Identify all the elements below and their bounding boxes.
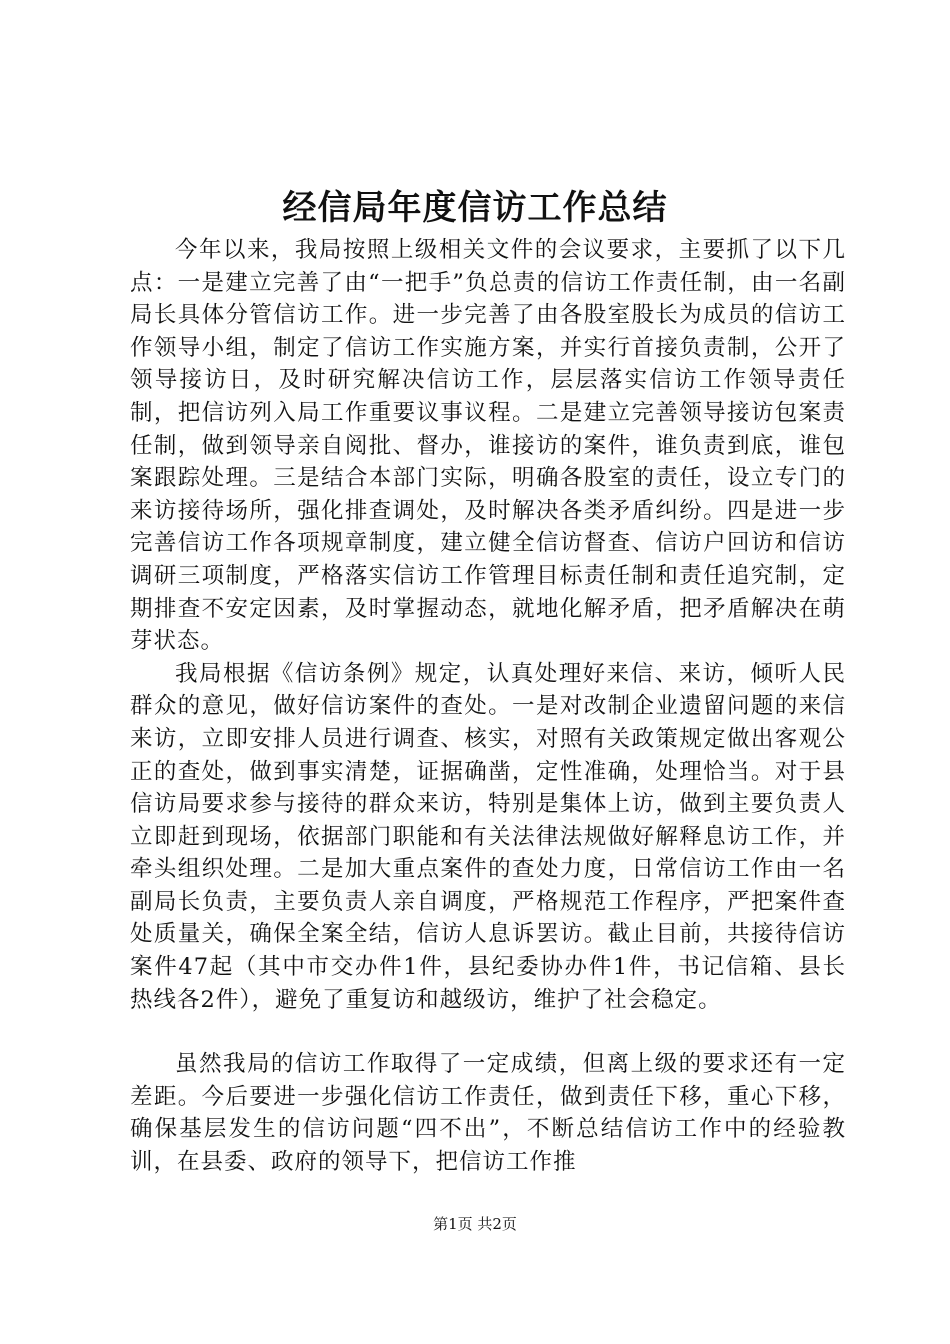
paragraph-2: 我局根据《信访条例》规定，认真处理好来信、来访，倾听人民群众的意见，做好信访案件的查处。一是对改制企业遗留问题的来信来访，立即安排人员进行调查、核实，对照有关政策规定做出客观公正的查处，做到事实清楚，证据确凿，定性准确，处理恰当。对于县信访局要求参与接待的群众来访，特别是集体上访，做到主要负责人立即赶到现场，依据部门职能和有关法律法规做好解释息访工作，并牵头组织处理。二是加大重点案件的查处力度，日常信访工作由一名副局长负责，主要负责人亲自调度，严格规范工作程序，严把案件查处质量关，确保全案全结，信访人息诉罢访。截止目前，共接待信访案件47起（其中市交办件1件，县纪委协办件1件，书记信箱、县长热线各2件），避免了重复访和越级访，维护了社会稳定。 [130, 660, 846, 1013]
paragraph-1: 今年以来，我局按照上级相关文件的会议要求，主要抓了以下几点：一是建立完善了由“一把手”负总责的信访工作责任制，由一名副局长具体分管信访工作。进一步完善了由各股室股长为成员的信访工作领导小组，制定了信访工作实施方案，并实行首接负责制，公开了领导接访日，及时研究解决信访工作，层层落实信访工作领导责任制，把信访列入局工作重要议事议程。二是建立完善领导接访包案责任制，做到领导亲自阅批、督办，谁接访的案件，谁负责到底，谁包案跟踪处理。三是结合本部门实际，明确各股室的责任，设立专门的来访接待场所，强化排查调处，及时解决各类矛盾纠纷。四是进一步完善信访工作各项规章制度，建立健全信访督查、信访户回访和信访调研三项制度，严格落实信访工作管理目标责任制和责任追究制，定期排查不安定因素，及时掌握动态，就地化解矛盾，把矛盾解决在萌芽状态。 [130, 237, 846, 655]
page-number: 第1页 共2页 [433, 1215, 517, 1233]
paragraph-3: 虽然我局的信访工作取得了一定成绩，但离上级的要求还有一定差距。今后要进一步强化信访工作责任，做到责任下移，重心下移，确保基层发生的信访问题“四不出”，不断总结信访工作中的经验教训，在县委、政府的领导下，把信访工作推 [130, 1051, 846, 1176]
document-body [130, 234, 846, 1179]
document-title: 经信局年度信访工作总结 [282, 188, 668, 228]
